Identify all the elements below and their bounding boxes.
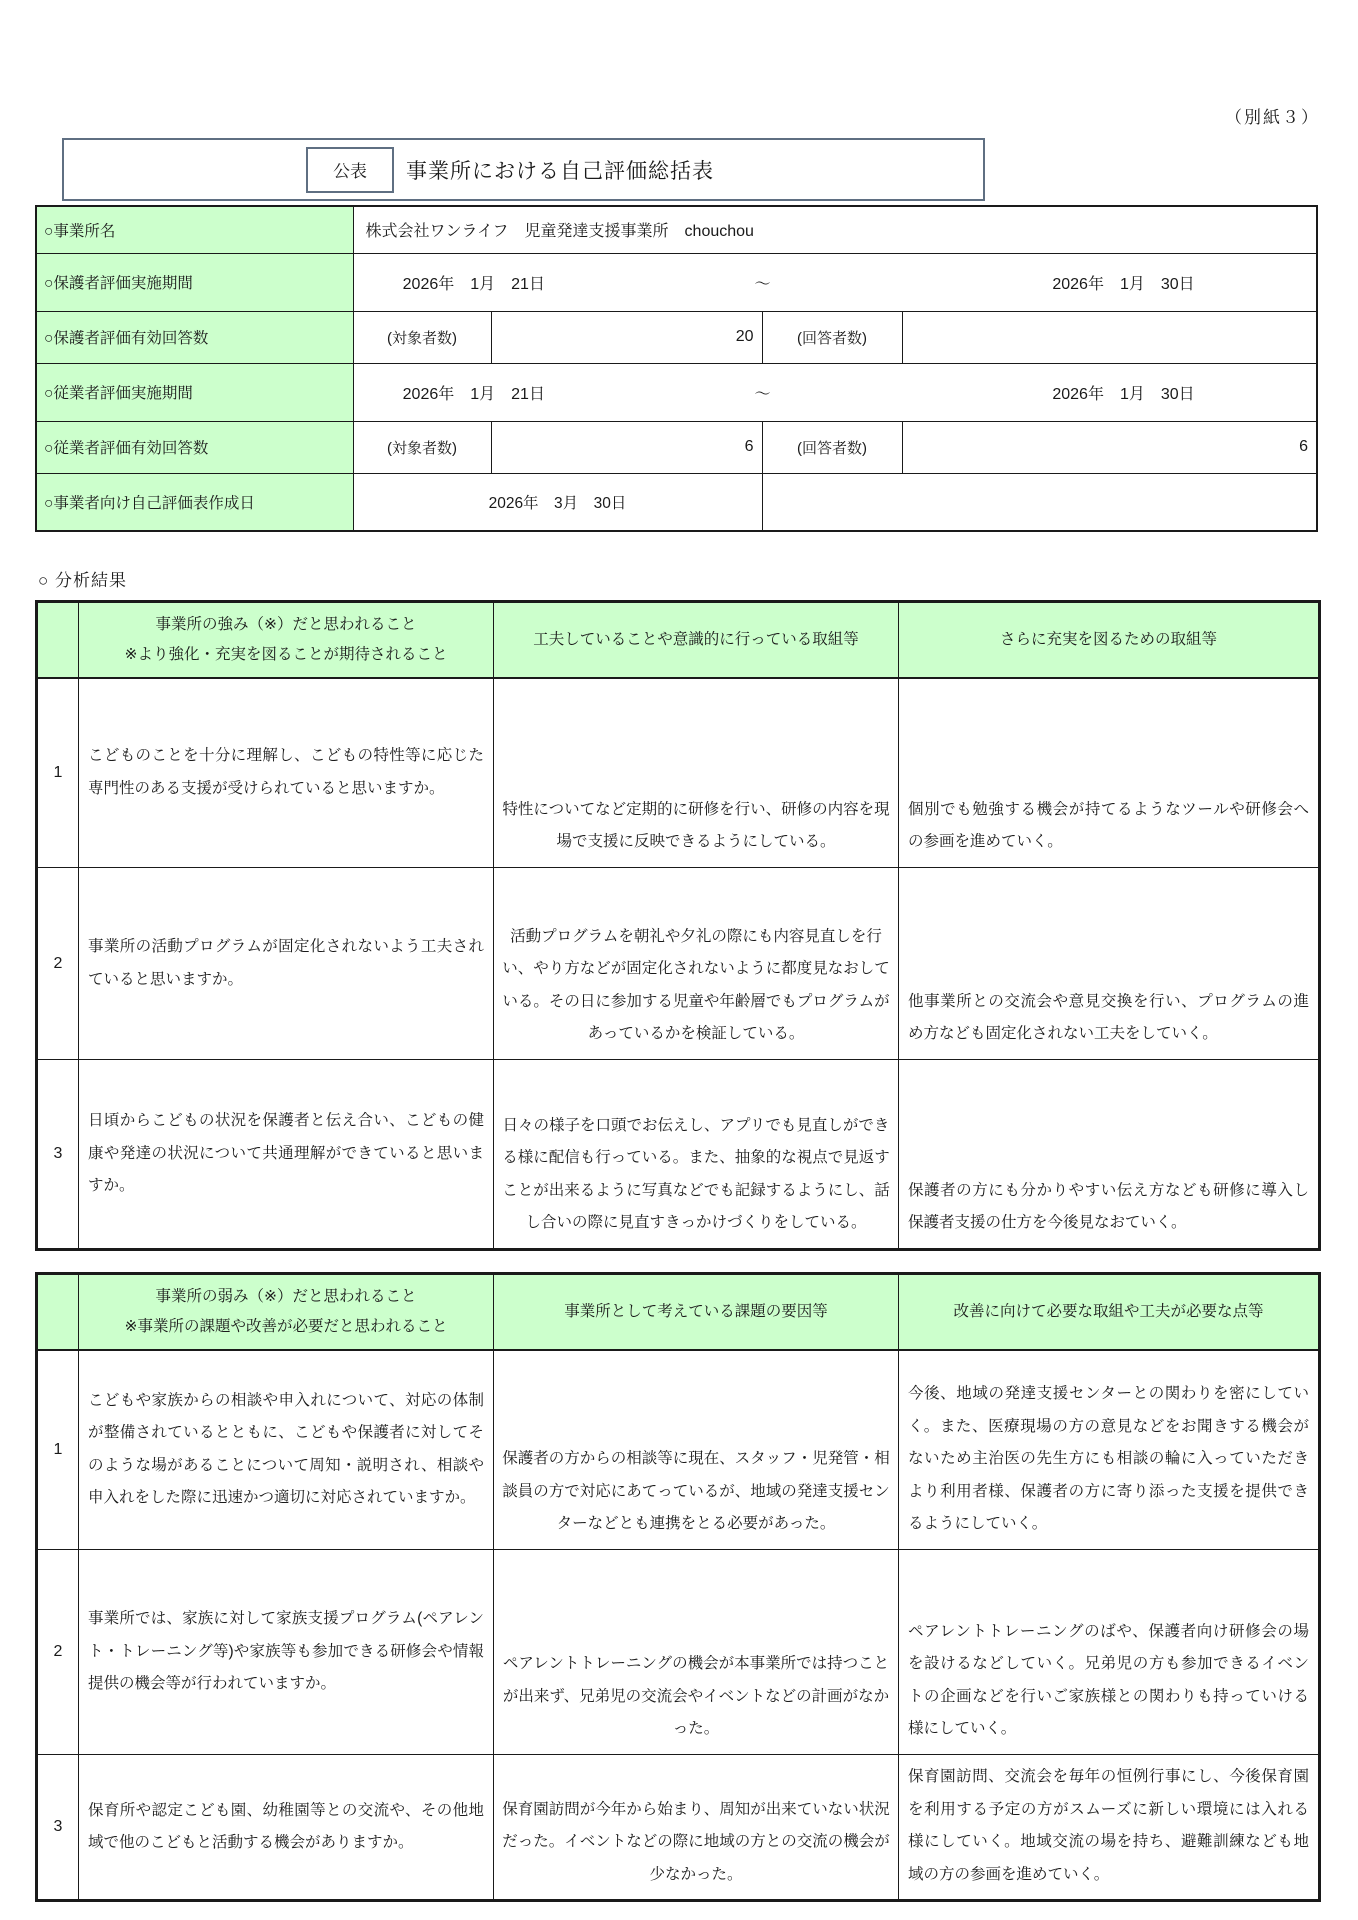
strengths-row-1	[37, 678, 1320, 868]
info-table	[35, 205, 1318, 532]
guardian-targets-label: (対象者数)	[353, 311, 491, 363]
weakness-question-2: 事業所では、家族に対して家族支援プログラム(ペアレント・トレーニング等)や家族等も参加できる研修会や情報提供の機会等が行われていますか。	[79, 1550, 494, 1755]
strengths-header-col1	[79, 602, 494, 678]
guardian-respondents-label: (回答者数)	[762, 311, 902, 363]
row-number: 3	[37, 1060, 79, 1250]
guardian-period-end: 2026年 1月 30日	[1052, 275, 1195, 293]
staff-period-end: 2026年 1月 30日	[1052, 385, 1195, 403]
staff-period-start: 2026年 1月 21日	[402, 385, 545, 403]
weaknesses-row-2	[37, 1550, 1320, 1755]
guardian-respondents-value	[902, 311, 1317, 363]
guardian-period-value	[354, 271, 1317, 294]
strength-question-2: 事業所の活動プログラムが固定化されないよう工夫されていると思いますか。	[79, 868, 494, 1060]
staff-period-value	[354, 381, 1317, 404]
strengths-header-col1-line1: 事業所の強み（※）だと思われること	[155, 616, 417, 634]
weaknesses-header-no	[37, 1274, 79, 1350]
row-number: 2	[37, 1550, 79, 1755]
row-number: 3	[37, 1755, 79, 1901]
info-row-guardian-responses	[36, 311, 1317, 363]
staff-targets-label: (対象者数)	[353, 421, 491, 473]
weaknesses-header-col1-line1: 事業所の弱み（※）だと思われること	[155, 1288, 417, 1306]
tilde: ～	[754, 385, 771, 403]
weakness-question-3: 保育所や認定こども園、幼稚園等との交流や、その他地域で他のこどもと活動する機会がありますか。	[79, 1755, 494, 1901]
info-row-guardian-period	[36, 253, 1317, 311]
weaknesses-header-col1-line2: ※事業所の課題や改善が必要だと思われること	[124, 1317, 448, 1335]
strengths-header-row	[37, 602, 1320, 678]
strength-question-1: こどものことを十分に理解し、こどもの特性等に応じた専門性のある支援が受けられていると思いますか。	[79, 678, 494, 868]
creation-date-value: 2026年 3月 30日	[353, 473, 762, 531]
info-row-staff-period	[36, 363, 1317, 421]
weaknesses-row-3	[37, 1755, 1320, 1901]
staff-respondents-value: 6	[902, 421, 1317, 473]
page-title: 事業所における自己評価総括表	[406, 159, 714, 183]
publish-stamp: 公表	[306, 147, 394, 193]
strength-next-steps-2: 他事業所との交流会や意見交換を行い、プログラムの進め方なども固定化されない工夫をしていく。	[899, 868, 1320, 1060]
weaknesses-table	[35, 1272, 1321, 1902]
strengths-header-col2: 工夫していることや意識的に行っている取組等	[494, 602, 899, 678]
office-name-label: ○事業所名	[36, 206, 353, 253]
corner-note: （別紙３）	[1225, 108, 1320, 127]
strengths-row-3	[37, 1060, 1320, 1250]
creation-date-label: ○事業者向け自己評価表作成日	[36, 473, 353, 531]
weaknesses-header-col2: 事業所として考えている課題の要因等	[494, 1274, 899, 1350]
strength-question-3: 日頃からこどもの状況を保護者と伝え合い、こどもの健康や発達の状況について共通理解ができていると思いますか。	[79, 1060, 494, 1250]
info-row-staff-responses	[36, 421, 1317, 473]
strengths-header-col3: さらに充実を図るための取組等	[899, 602, 1320, 678]
weaknesses-header-row	[37, 1274, 1320, 1350]
weakness-improvements-1: 今後、地域の発達支援センターとの関わりを密にしていく。また、医療現場の方の意見などをお聞きする機会がないため主治医の先生方にも相談の輪に入っていただきより利用者様、保護者の方に寄り添った支援を提供できるようにしていく。	[899, 1350, 1320, 1550]
guardian-targets-value: 20	[491, 311, 762, 363]
staff-respondents-label: (回答者数)	[762, 421, 902, 473]
weaknesses-header-col1	[79, 1274, 494, 1350]
guardian-period-start: 2026年 1月 21日	[402, 275, 545, 293]
guardian-period-label: ○保護者評価実施期間	[36, 253, 353, 311]
staff-responses-label: ○従業者評価有効回答数	[36, 421, 353, 473]
strengths-row-2	[37, 868, 1320, 1060]
analysis-heading: ○ 分析結果	[38, 571, 127, 590]
weakness-improvements-3: 保育園訪問、交流会を毎年の恒例行事にし、今後保育園を利用する予定の方がスムーズに新しい環境には入れる様にしていく。地域交流の場を持ち、避難訓練なども地域の方の参画を進めていく。	[899, 1755, 1320, 1901]
weakness-improvements-2: ペアレントトレーニングのばや、保護者向け研修会の場を設けるなどしていく。兄弟児の方も参加できるイベントの企画などを行いご家族様との関わりも持っていける様にしていく。	[899, 1550, 1320, 1755]
strength-efforts-2: 活動プログラムを朝礼や夕礼の際にも内容見直しを行い、やり方などが固定化されないように都度見なおしている。その日に参加する児童や年齢層でもプログラムがあっているかを検証している。	[494, 868, 899, 1060]
weakness-causes-3: 保育園訪問が今年から始まり、周知が出来ていない状況だった。イベントなどの際に地域の方との交流の機会が少なかった。	[494, 1755, 899, 1901]
row-number: 2	[37, 868, 79, 1060]
staff-targets-value: 6	[491, 421, 762, 473]
info-row-office-name	[36, 206, 1317, 253]
row-number: 1	[37, 1350, 79, 1550]
weakness-question-1: こどもや家族からの相談や申入れについて、対応の体制が整備されているとともに、こどもや保護者に対してそのような場があることについて周知・説明され、相談や申入れをした際に迅速かつ適切に対応されていますか。	[79, 1350, 494, 1550]
weaknesses-header-col3: 改善に向けて必要な取組や工夫が必要な点等	[899, 1274, 1320, 1350]
strengths-header-col1-line2: ※より強化・充実を図ることが期待されること	[124, 645, 448, 663]
weakness-causes-1: 保護者の方からの相談等に現在、スタッフ・児発管・相談員の方で対応にあてっているが、地域の発達支援センターなどとも連携をとる必要があった。	[494, 1350, 899, 1550]
weaknesses-row-1	[37, 1350, 1320, 1550]
strengths-header-no	[37, 602, 79, 678]
creation-date-empty-cell	[762, 473, 1317, 531]
info-row-creation-date	[36, 473, 1317, 531]
title-box	[62, 138, 985, 201]
row-number: 1	[37, 678, 79, 868]
strength-next-steps-1: 個別でも勉強する機会が持てるようなツールや研修会への参画を進めていく。	[899, 678, 1320, 868]
office-name-value: 株式会社ワンライフ 児童発達支援事業所 chouchou	[353, 206, 1317, 253]
strength-efforts-1: 特性についてなど定期的に研修を行い、研修の内容を現場で支援に反映できるようにしている。	[494, 678, 899, 868]
weakness-causes-2: ペアレントトレーニングの機会が本事業所では持つことが出来ず、兄弟児の交流会やイベントなどの計画がなかった。	[494, 1550, 899, 1755]
guardian-responses-label: ○保護者評価有効回答数	[36, 311, 353, 363]
strengths-table	[35, 600, 1321, 1251]
staff-period-label: ○従業者評価実施期間	[36, 363, 353, 421]
strength-efforts-3: 日々の様子を口頭でお伝えし、アプリでも見直しができる様に配信も行っている。また、抽象的な視点で見返すことが出来るように写真などでも記録するようにし、話し合いの際に見直すきっかけづくりをしている。	[494, 1060, 899, 1250]
strength-next-steps-3: 保護者の方にも分かりやすい伝え方なども研修に導入し保護者支援の仕方を今後見なおていく。	[899, 1060, 1320, 1250]
tilde: ～	[754, 275, 771, 293]
